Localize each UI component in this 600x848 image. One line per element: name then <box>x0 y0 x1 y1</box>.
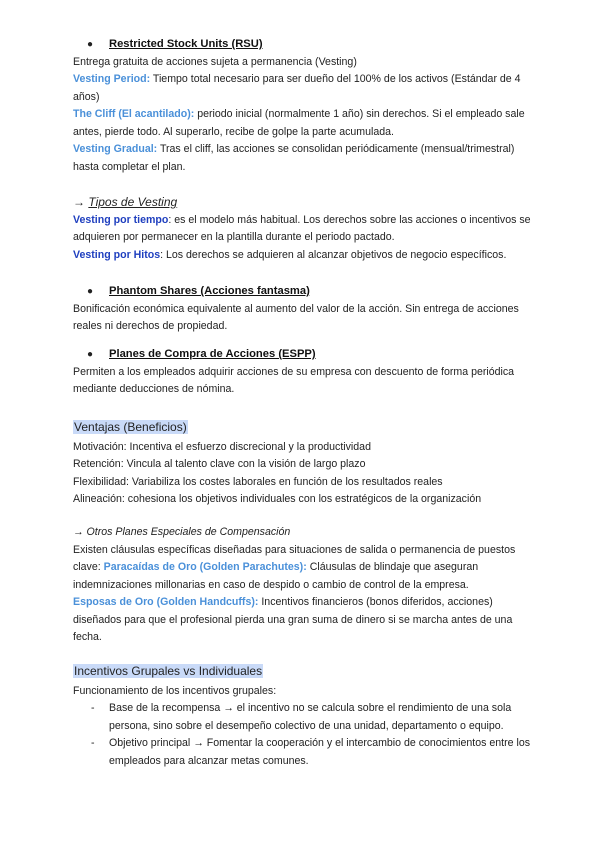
otros-planes-heading: → Otros Planes Especiales de Compensación <box>73 526 291 538</box>
arrow-right-icon: → <box>73 195 89 209</box>
vesting-tiempo-para <box>73 212 543 247</box>
ventajas-heading: Ventajas (Beneficios) <box>74 420 187 434</box>
rsu-intro: Entrega gratuita de acciones sujeta a permanencia (Vesting) <box>73 55 357 68</box>
list-item-text: Base de la recompensa → el incentivo no se calcula sobre el rendimiento de una sola persona, sino sobre el desempeño colectivo de una unidad, departamento o equipo. <box>109 702 512 732</box>
vesting-gradual-text: Tras el cliff, las acciones se consolidan periódicamente (mensual/trimestral) hasta completar el plan. <box>73 143 515 173</box>
vesting-gradual-term: Vesting Gradual: <box>73 143 158 155</box>
esposas-text: Incentivos financieros (bonos diferidos, acciones) diseñados para que el profesional pierda una gran suma de dinero si se marcha antes de una fecha. <box>73 596 513 643</box>
otros-planes-intro: Existen cláusulas específicas diseñadas para situaciones de salida o permanencia de puestos clave: <box>73 543 516 573</box>
dash-marker: - <box>91 737 95 749</box>
bullet-icon: ● <box>87 39 94 50</box>
ventaja-item: Retención: Vincula al talento clave con la visión de largo plazo <box>73 458 366 470</box>
phantom-text: Bonificación económica equivalente al aumento del valor de la acción. Sin entrega de acciones reales ni derechos de propiedad. <box>73 302 519 332</box>
esposas-term: Esposas de Oro (Golden Handcuffs): <box>73 596 259 608</box>
vesting-tiempo-text: : es el modelo más habitual. Los derechos sobre las acciones o incentivos se adquieren por permanecer en la plantilla durante el periodo pactado. <box>73 213 531 243</box>
phantom-heading: Phantom Shares (Acciones fantasma) <box>109 285 310 297</box>
tipos-vesting-heading <box>73 194 543 212</box>
paracaidas-text: Cláusulas de blindaje que aseguran indemnizaciones millonarias en caso de despido o cambio de control de la empresa. <box>73 561 479 591</box>
ventajas-section <box>73 419 543 509</box>
rsu-heading: Restricted Stock Units (RSU) <box>109 38 263 50</box>
phantom-heading-row <box>73 283 543 301</box>
espp-heading: Planes de Compra de Acciones (ESPP) <box>109 348 316 360</box>
tipos-vesting-section <box>73 194 543 264</box>
list-item <box>73 700 543 735</box>
grupales-heading-row <box>73 663 543 682</box>
vesting-tiempo-term: Vesting por tiempo <box>73 213 169 226</box>
list-item-text: Objetivo principal → Fomentar la cooperación y el intercambio de conocimientos entre los empleados para alcanzar metas comunes. <box>109 737 531 767</box>
cliff-term: The Cliff (El acantilado): <box>73 108 195 120</box>
bullet-icon: ● <box>87 286 94 297</box>
vesting-period-text: Tiempo total necesario para ser dueño del 100% de los activos (Estándar de 4 años) <box>73 73 521 103</box>
otros-planes-para <box>73 542 543 595</box>
ventajas-heading-row <box>73 419 543 438</box>
espp-section <box>73 346 543 399</box>
esposas-para <box>73 594 543 647</box>
vesting-hitos-text: : Los derechos se adquieren al alcanzar objetivos de negocio específicos. <box>160 248 507 261</box>
grupales-section <box>73 663 543 770</box>
list-item <box>73 735 543 770</box>
vesting-hitos-term: Vesting por Hitos <box>73 248 161 261</box>
espp-text: Permiten a los empleados adquirir acciones de su empresa con descuento de forma periódica mediante deducciones de nómina. <box>73 365 515 395</box>
dash-marker: - <box>91 702 95 714</box>
ventaja-item: Flexibilidad: Variabiliza los costes laborales en función de los resultados reales <box>73 475 443 488</box>
vesting-period-para <box>73 71 543 106</box>
vesting-period-term: Vesting Period: <box>73 73 151 85</box>
cliff-para <box>73 106 543 141</box>
tipos-vesting-title: Tipos de Vesting <box>88 195 178 209</box>
otros-planes-section <box>73 524 543 647</box>
ventaja-item: Alineación: cohesiona los objetivos individuales con los estratégicos de la organización <box>73 493 482 505</box>
ventaja-item: Motivación: Incentiva el esfuerzo discrecional y la productividad <box>73 440 371 453</box>
rsu-section <box>73 36 543 176</box>
bullet-icon: ● <box>87 349 94 360</box>
phantom-section <box>73 283 543 336</box>
paracaidas-term: Paracaídas de Oro (Golden Parachutes): <box>103 561 307 573</box>
grupales-intro: Funcionamiento de los incentivos grupales: <box>73 684 277 697</box>
rsu-heading-row <box>73 36 543 54</box>
grupales-heading: Incentivos Grupales vs Individuales <box>74 664 263 678</box>
espp-heading-row <box>73 346 543 364</box>
vesting-gradual-para <box>73 141 543 176</box>
vesting-hitos-para <box>73 247 543 265</box>
cliff-text: periodo inicial (normalmente 1 año) sin derechos. Si el empleado sale antes, pierde todo. Al superarlo, recibe de golpe la parte acumulada. <box>73 108 525 138</box>
